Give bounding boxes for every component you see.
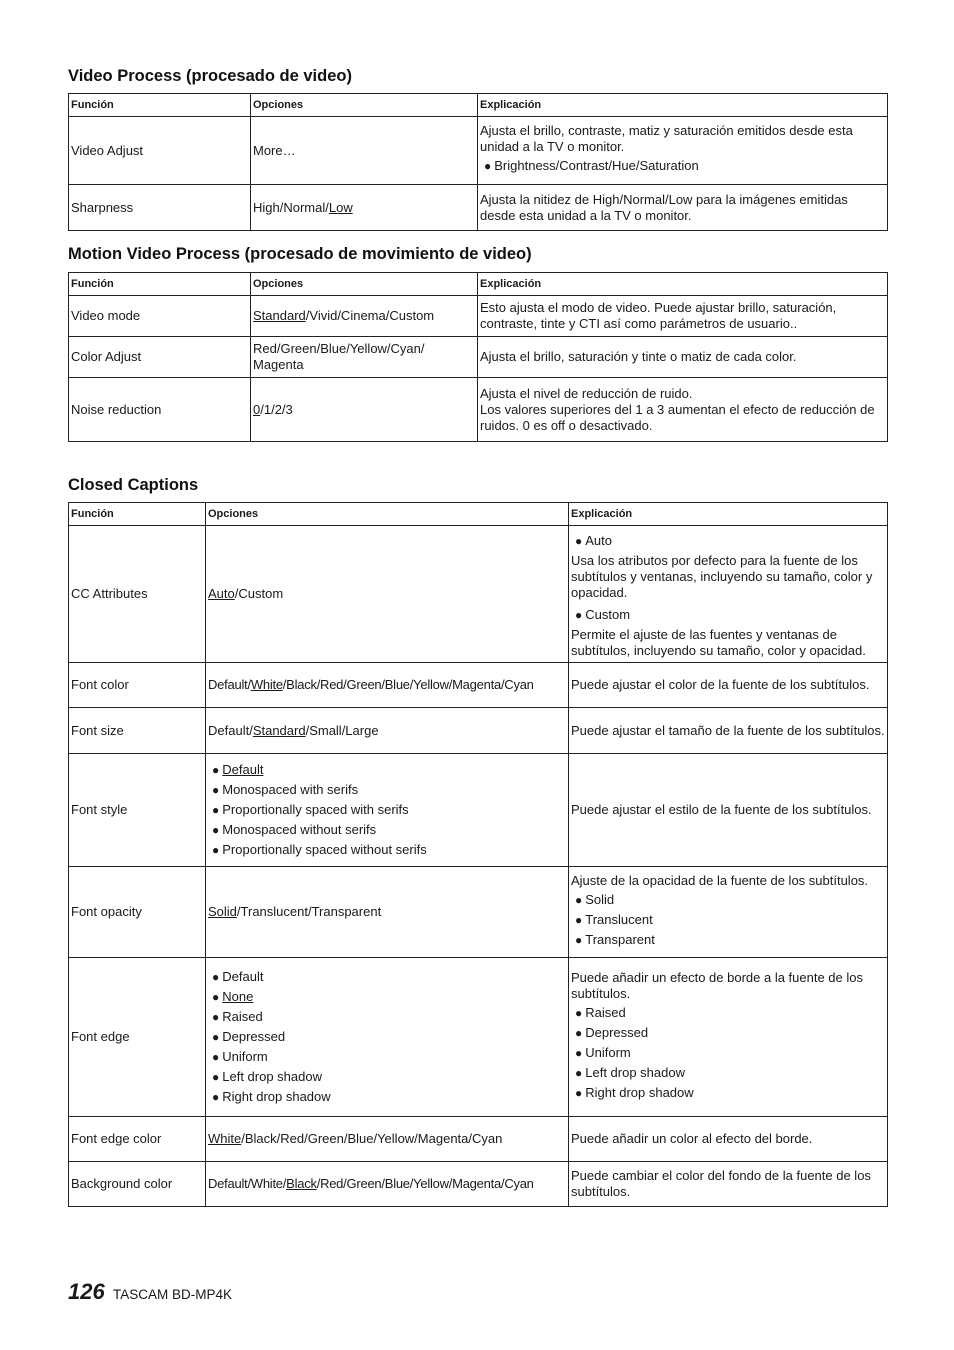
product-name: TASCAM BD-MP4K [113, 1287, 233, 1302]
header-funcion: Función [69, 503, 206, 526]
section-title-closed-captions: Closed Captions [68, 476, 199, 494]
explanation-bullet: ● Depressed [571, 1025, 885, 1041]
cell-explanation [478, 378, 888, 442]
section-title-motion-video-process: Motion Video Process (procesado de movimiento de video) [68, 245, 532, 263]
option-bullet: ● Right drop shadow [208, 1089, 566, 1105]
table-row [69, 663, 888, 708]
motion-video-process-table [68, 272, 888, 442]
default-option: Solid [208, 904, 237, 919]
table-row [69, 526, 888, 663]
cell-explanation: Ajusta la nitidez de High/Normal/Low para la imágenes emitidas desde esta unidad a la TV o monitor. [478, 185, 888, 231]
table-row [69, 867, 888, 958]
cell-explanation [478, 117, 888, 185]
explanation-text: Permite el ajuste de las fuentes y ventanas de subtítulos, incluyendo su tamaño, color y opacidad. [571, 626, 866, 658]
cell-explanation [569, 526, 888, 663]
header-opciones: Opciones [251, 273, 478, 296]
header-explicacion: Explicación [478, 273, 888, 296]
default-option: 0 [253, 401, 261, 417]
explanation-bullet: ● Uniform [571, 1045, 885, 1061]
explanation-bullet: ● Solid [571, 892, 885, 908]
default-option: Default [222, 761, 264, 777]
header-explicacion: Explicación [569, 503, 888, 526]
table-row [69, 117, 888, 185]
cell-explanation: Esto ajusta el modo de video. Puede ajustar brillo, saturación, contraste, tinte y CTI así como parámetros de usuario.. [478, 296, 888, 337]
cell-function: Video mode [69, 296, 251, 337]
table-header-row [69, 94, 888, 117]
cell-function: Font edge color [69, 1117, 206, 1162]
option-bullet [208, 989, 566, 1005]
option-text: /Black/Red/Green/Blue/Yellow/Magenta/Cyan [241, 1131, 503, 1146]
cell-function: CC Attributes [69, 526, 206, 663]
header-funcion: Función [69, 273, 251, 296]
cell-explanation [569, 867, 888, 958]
cell-explanation: Puede ajustar el tamaño de la fuente de los subtítulos. [569, 708, 888, 754]
option-text: /Translucent/Transparent [236, 904, 382, 919]
explanation-text: Usa los atributos por defecto para la fuente de los subtítulos y ventanas, incluyendo su tamaño, color y opacidad. [571, 552, 873, 600]
cell-function: Noise reduction [69, 378, 251, 442]
option-bullet [208, 762, 566, 778]
table-row [69, 185, 888, 231]
cell-options [251, 185, 478, 231]
cell-options [251, 296, 478, 337]
explanation-text: Puede añadir un efecto de borde a la fuente de los subtítulos. [571, 969, 863, 1001]
option-bullet: ● Proportionally spaced with serifs [208, 802, 566, 818]
cell-options [206, 1162, 569, 1207]
header-explicacion: Explicación [478, 94, 888, 117]
option-text: /Vivid/Cinema/Custom [305, 308, 435, 323]
cell-options [206, 867, 569, 958]
default-option: White [208, 1131, 242, 1146]
explanation-text: Ajusta el nivel de reducción de ruido. [480, 385, 693, 401]
cell-function: Video Adjust [69, 117, 251, 185]
cell-options: More… [251, 117, 478, 185]
option-text: /Red/Green/Blue/Yellow/Magenta/Cyan [316, 1176, 534, 1191]
cell-explanation: Ajusta el brillo, saturación y tinte o matiz de cada color. [478, 337, 888, 378]
option-text: Default/White/ [208, 1176, 287, 1191]
option-bullet: ● Uniform [208, 1049, 566, 1065]
explanation-bullet: ● Transparent [571, 932, 885, 948]
closed-captions-table [68, 502, 888, 1207]
default-option: Low [328, 199, 353, 215]
cell-explanation: Puede cambiar el color del fondo de la fuente de los subtítulos. [569, 1162, 888, 1207]
option-text: Default/ [208, 677, 251, 692]
cell-options [206, 526, 569, 663]
default-option: Auto [208, 586, 235, 601]
table-row [69, 1162, 888, 1207]
default-option: White [250, 677, 283, 692]
cell-explanation: Puede ajustar el estilo de la fuente de los subtítulos. [569, 754, 888, 867]
cell-options [251, 378, 478, 442]
header-funcion: Función [69, 94, 251, 117]
cell-options [206, 708, 569, 754]
cell-function: Background color [69, 1162, 206, 1207]
cell-options [206, 958, 569, 1117]
cell-options: Red/Green/Blue/Yellow/Cyan/ Magenta [251, 337, 478, 378]
option-bullet: ● Left drop shadow [208, 1069, 566, 1085]
table-row [69, 958, 888, 1117]
explanation-bullet: ● Left drop shadow [571, 1065, 885, 1081]
default-option: Standard [252, 722, 306, 738]
option-bullet: ● Depressed [208, 1029, 566, 1045]
table-header-row [69, 273, 888, 296]
explanation-bullet: ● Translucent [571, 912, 885, 928]
table-row [69, 754, 888, 867]
option-bullet: ● Proportionally spaced without serifs [208, 842, 566, 858]
cell-function: Font edge [69, 958, 206, 1117]
explanation-bullet: ● Right drop shadow [571, 1085, 885, 1101]
cell-function: Color Adjust [69, 337, 251, 378]
option-text: /Black/Red/Green/Blue/Yellow/Magenta/Cyan [282, 677, 534, 692]
cell-options [206, 1117, 569, 1162]
table-row [69, 708, 888, 754]
option-text: /1/2/3 [260, 401, 293, 417]
page-number: 126 [68, 1279, 105, 1304]
default-option: None [222, 988, 254, 1004]
explanation-bullet: ● Custom [571, 607, 885, 623]
option-text: /Small/Large [305, 722, 379, 738]
cell-explanation: Puede añadir un color al efecto del borde. [569, 1117, 888, 1162]
section-title-video-process: Video Process (procesado de video) [68, 67, 352, 85]
cell-explanation [569, 958, 888, 1117]
table-row [69, 1117, 888, 1162]
cell-function: Font size [69, 708, 206, 754]
cell-function: Font opacity [69, 867, 206, 958]
option-text: /Custom [234, 586, 284, 601]
option-bullet: ● Raised [208, 1009, 566, 1025]
default-option: Standard [253, 308, 306, 323]
option-text: Default/ [208, 722, 253, 738]
option-bullet: ● Monospaced without serifs [208, 822, 566, 838]
cell-explanation: Puede ajustar el color de la fuente de los subtítulos. [569, 663, 888, 708]
table-row [69, 378, 888, 442]
option-bullet: ● Monospaced with serifs [208, 782, 566, 798]
cell-function: Sharpness [69, 185, 251, 231]
option-bullet: ● Default [208, 969, 566, 985]
cell-function: Font color [69, 663, 206, 708]
video-process-table [68, 93, 888, 231]
table-row [69, 337, 888, 378]
cell-options [206, 754, 569, 867]
option-text: High/Normal/ [253, 199, 329, 215]
explanation-bullet: ● Brightness/Contrast/Hue/Saturation [480, 158, 885, 174]
cell-options [206, 663, 569, 708]
table-header-row [69, 503, 888, 526]
header-opciones: Opciones [206, 503, 569, 526]
explanation-bullet: ● Raised [571, 1005, 885, 1021]
explanation-text: Los valores superiores del 1 a 3 aumentan el efecto de reducción de ruidos. 0 es off o desactivado. [480, 401, 875, 433]
header-opciones: Opciones [251, 94, 478, 117]
explanation-text: Ajusta el brillo, contraste, matiz y saturación emitidos desde esta unidad a la TV o monitor. [480, 123, 853, 154]
explanation-bullet: ● Auto [571, 533, 885, 549]
explanation-text: Ajuste de la opacidad de la fuente de los subtítulos. [571, 872, 869, 888]
default-option: Black [286, 1176, 317, 1191]
cell-function: Font style [69, 754, 206, 867]
table-row [69, 296, 888, 337]
